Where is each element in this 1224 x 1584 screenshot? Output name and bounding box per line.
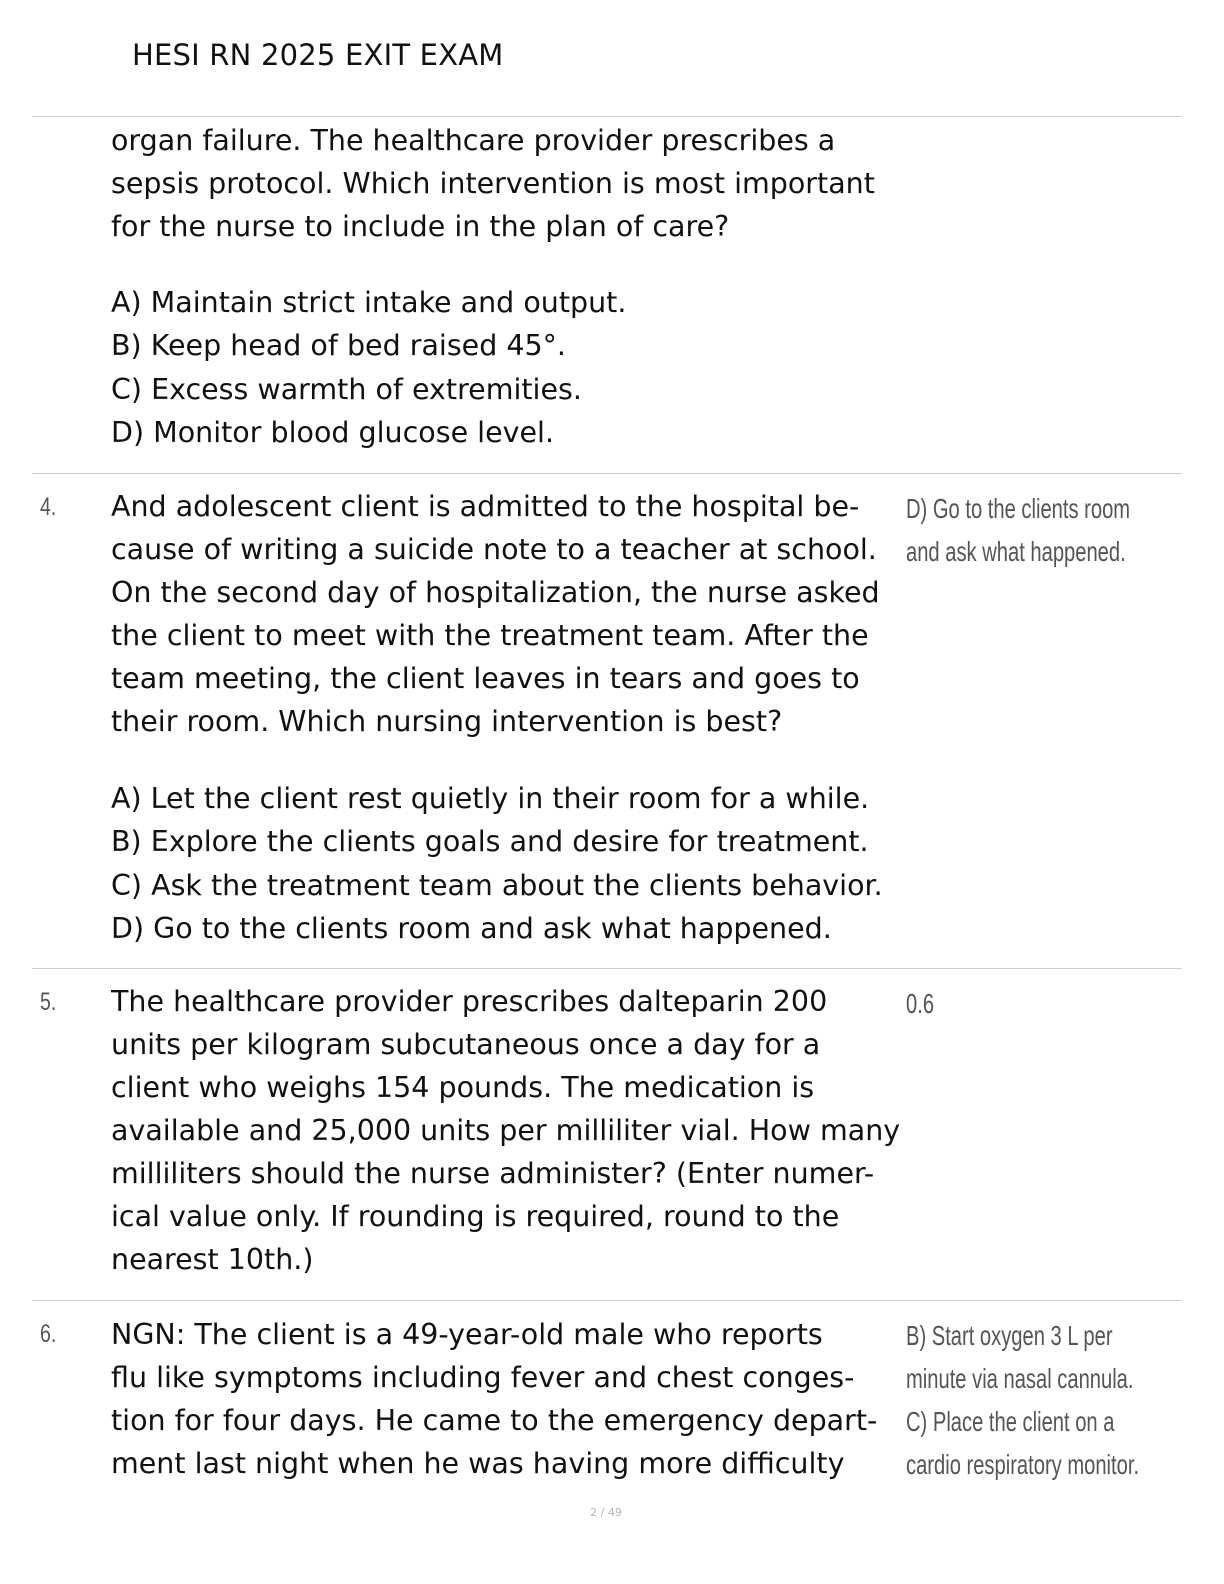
document-title: HESI RN 2025 EXIT EXAM — [132, 38, 504, 72]
question-stem-line: available and 25,000 units per milliliter vial. How many — [111, 1114, 901, 1147]
question-5-stem — [111, 980, 911, 1281]
divider — [32, 473, 1182, 474]
question-stem-line: sepsis protocol. Which intervention is most important — [111, 167, 875, 200]
option-c: C) Ask the treatment team about the clients behavior. — [111, 868, 883, 902]
question-stem-line: cause of writing a suicide note to a teacher at school. — [111, 533, 877, 566]
question-4-number: 4. — [40, 493, 57, 521]
answer-line: 0.6 — [906, 988, 935, 1019]
option-c: C) Excess warmth of extremities. — [111, 372, 582, 406]
option-a: A) Let the client rest quietly in their room for a while. — [111, 782, 870, 815]
question-4-stem — [111, 485, 911, 743]
answer-line: cardio respiratory monitor. — [906, 1449, 1140, 1480]
question-stem-line: flu like symptoms including fever and chest conges- — [111, 1361, 855, 1394]
divider — [32, 1300, 1182, 1301]
question-stem-line: units per kilogram subcutaneous once a day for a — [111, 1028, 821, 1061]
question-4-answer — [906, 487, 1131, 573]
option-a: A) Maintain strict intake and output. — [111, 286, 627, 319]
question-4-options — [111, 777, 911, 950]
question-stem-line: team meeting, the client leaves in tears and goes to — [111, 662, 860, 695]
answer-line: D) Go to the clients room — [906, 493, 1131, 524]
question-stem-line: And adolescent client is admitted to the hospital be- — [111, 490, 860, 523]
option-b: B) Keep head of bed raised 45°. — [111, 329, 566, 363]
question-stem-line: NGN: The client is a 49-year-old male who reports — [111, 1318, 823, 1351]
question-stem-line: The healthcare provider prescribes dalteparin 200 — [111, 985, 828, 1018]
question-6-stem — [111, 1313, 911, 1485]
question-stem-line: tion for four days. He came to the emergency depart- — [111, 1404, 878, 1437]
question-5-answer — [906, 982, 1122, 1025]
question-3-options — [111, 281, 911, 454]
question-stem-line: organ failure. The healthcare provider prescribes a — [111, 124, 836, 157]
question-stem-line: On the second day of hospitalization, the nurse asked — [111, 576, 880, 609]
option-b: B) Explore the clients goals and desire for treatment. — [111, 825, 869, 859]
divider — [32, 968, 1182, 969]
question-stem-line: client who weighs 154 pounds. The medication is — [111, 1071, 815, 1104]
page-number: 2 / 49 — [590, 1506, 622, 1519]
question-stem-line: the client to meet with the treatment team. After the — [111, 619, 869, 652]
question-stem-line: their room. Which nursing intervention is best? — [111, 705, 783, 738]
option-d: D) Monitor blood glucose level. — [111, 415, 555, 449]
question-6-number: 6. — [40, 1320, 57, 1348]
answer-line: C) Place the client on a — [906, 1406, 1115, 1437]
answer-line: B) Start oxygen 3 L per — [906, 1320, 1113, 1351]
answer-line: minute via nasal cannula. — [906, 1363, 1134, 1394]
option-d: D) Go to the clients room and ask what happened. — [111, 911, 832, 945]
answer-line: and ask what happened. — [906, 536, 1126, 567]
question-5-number: 5. — [40, 988, 57, 1016]
question-stem-line: nearest 10th.) — [111, 1243, 314, 1276]
question-stem-line: milliliters should the nurse administer? (Enter numer- — [111, 1157, 875, 1190]
question-6-answer — [906, 1314, 1140, 1486]
divider — [32, 116, 1182, 117]
question-stem-line: ical value only. If rounding is required, round to the — [111, 1200, 840, 1233]
question-stem-line: ment last night when he was having more difficulty — [111, 1447, 845, 1480]
question-3-stem — [111, 119, 911, 248]
question-stem-line: for the nurse to include in the plan of care? — [111, 210, 730, 243]
